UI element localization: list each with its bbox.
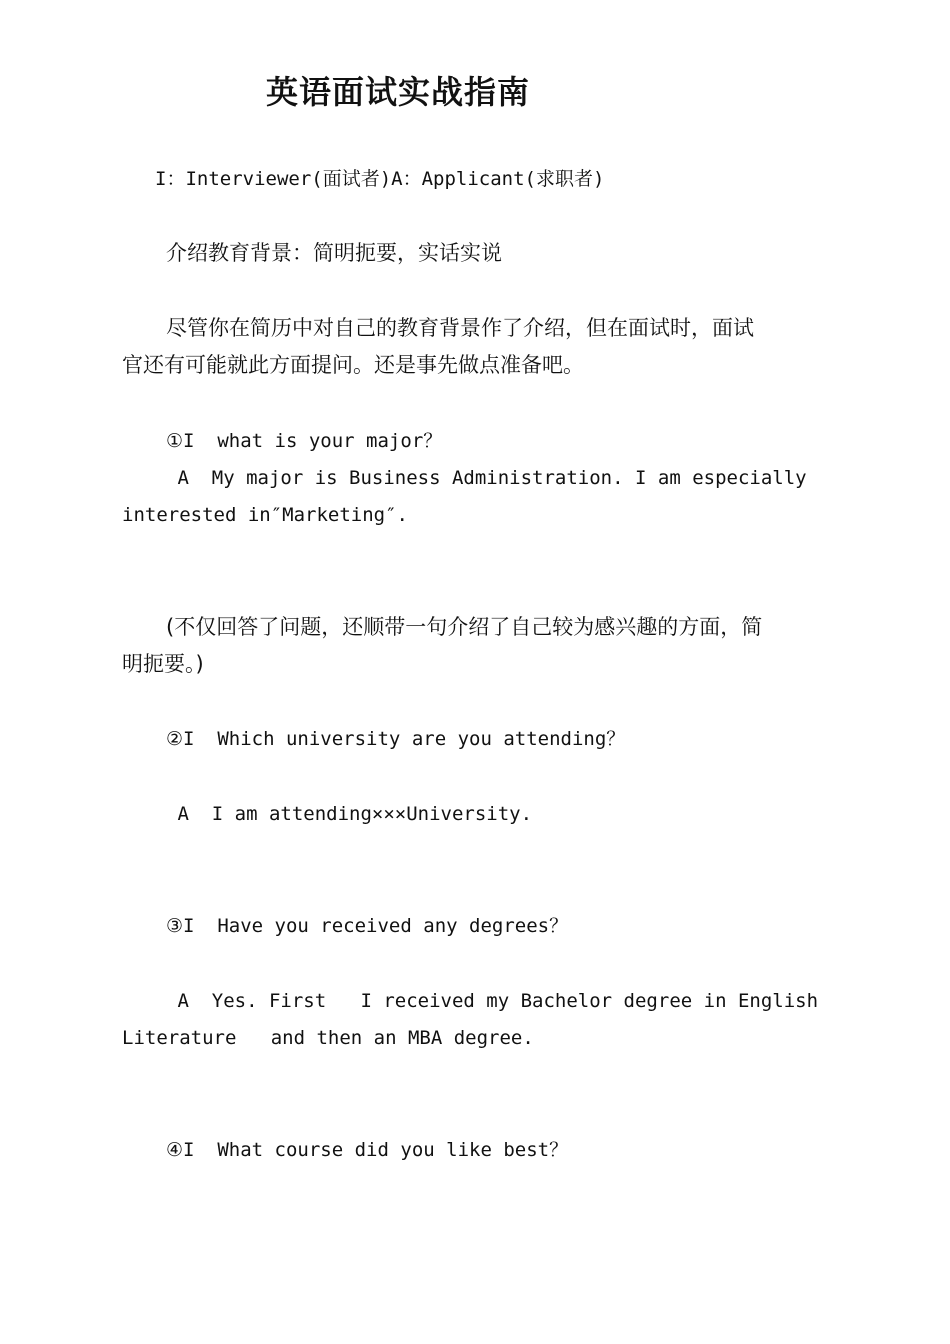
answer-3-line-2: Literature and then an MBA degree.	[122, 1027, 534, 1049]
comment-line-1: (不仅回答了问题，还顺带一句介绍了自己较为感兴趣的方面，简	[166, 615, 763, 639]
intro-paragraph-line-1: 尽管你在简历中对自己的教育背景作了介绍，但在面试时，面试	[166, 316, 754, 340]
answer-1-line-2: interested in″Marketing″.	[122, 504, 408, 526]
comment-line-2: 明扼要。)	[122, 652, 204, 676]
answer-2-line-1: A I am attending×××University.	[166, 803, 533, 825]
question-1: ①I what is your major？	[166, 430, 443, 452]
intro-paragraph-line-2: 官还有可能就此方面提问。还是事先做点准备吧。	[122, 353, 584, 377]
roles-line: I：Interviewer(面试者)A：Applicant(求职者)	[155, 168, 605, 190]
answer-1-line-1: A My major is Business Administration. I am especially	[166, 467, 807, 489]
question-2: ②I Which university are you attending？	[166, 728, 626, 750]
section-heading: 介绍教育背景：简明扼要，实话实说	[166, 241, 502, 265]
answer-3-line-1: A Yes. First I received my Bachelor degree in English	[166, 990, 819, 1012]
document-title: 英语面试实战指南	[266, 73, 531, 111]
question-3: ③I Have you received any degrees？	[166, 915, 569, 937]
question-4: ④I What course did you like best？	[166, 1139, 569, 1161]
